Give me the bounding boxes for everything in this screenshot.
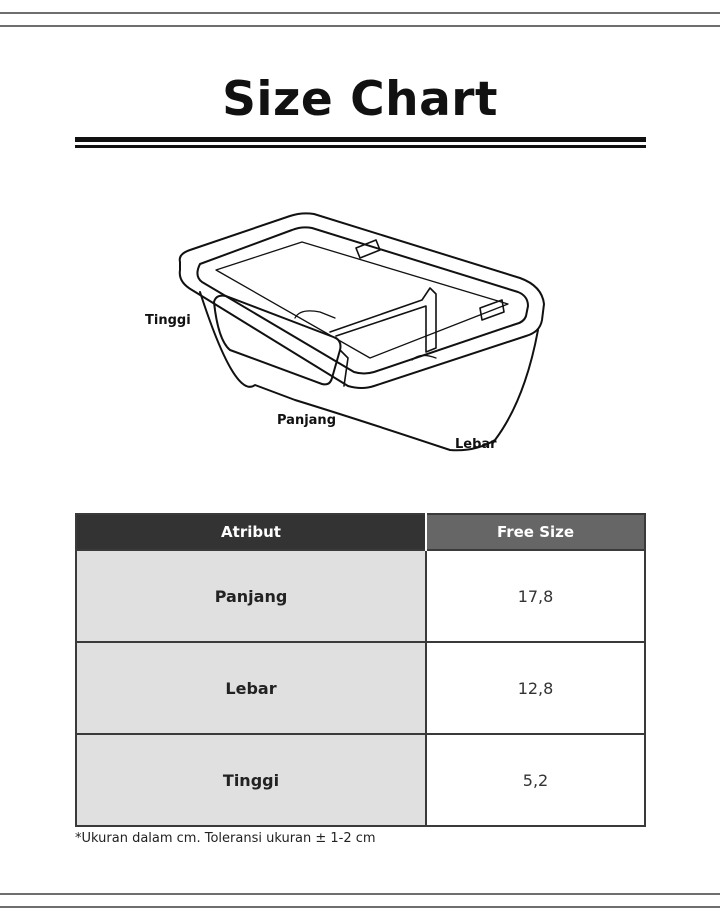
length-label: Panjang (277, 413, 336, 428)
header-free-size: Free Size (426, 514, 645, 550)
attribute-cell: Lebar (76, 642, 426, 734)
bottom-border-outer (0, 906, 720, 908)
table-row (76, 734, 645, 826)
title-underline-thin (75, 145, 646, 148)
table-header-row (76, 514, 645, 550)
attribute-cell: Tinggi (76, 734, 426, 826)
width-label: Lebar (455, 437, 497, 452)
table-row (76, 642, 645, 734)
size-table (75, 513, 646, 827)
top-border-inner (0, 25, 720, 27)
size-note: *Ukuran dalam cm. Toleransi ukuran ± 1-2 cm (75, 831, 376, 846)
attribute-cell: Panjang (76, 550, 426, 642)
lunch-box-illustration (130, 200, 590, 470)
bottom-border-inner (0, 893, 720, 895)
value-cell: 17,8 (426, 550, 645, 642)
header-attribute: Atribut (76, 514, 426, 550)
height-label: Tinggi (145, 313, 191, 328)
page-title: Size Chart (222, 72, 498, 127)
value-cell: 12,8 (426, 642, 645, 734)
top-border-outer (0, 12, 720, 14)
value-cell: 5,2 (426, 734, 645, 826)
title-underline-thick (75, 137, 646, 142)
table-row (76, 550, 645, 642)
